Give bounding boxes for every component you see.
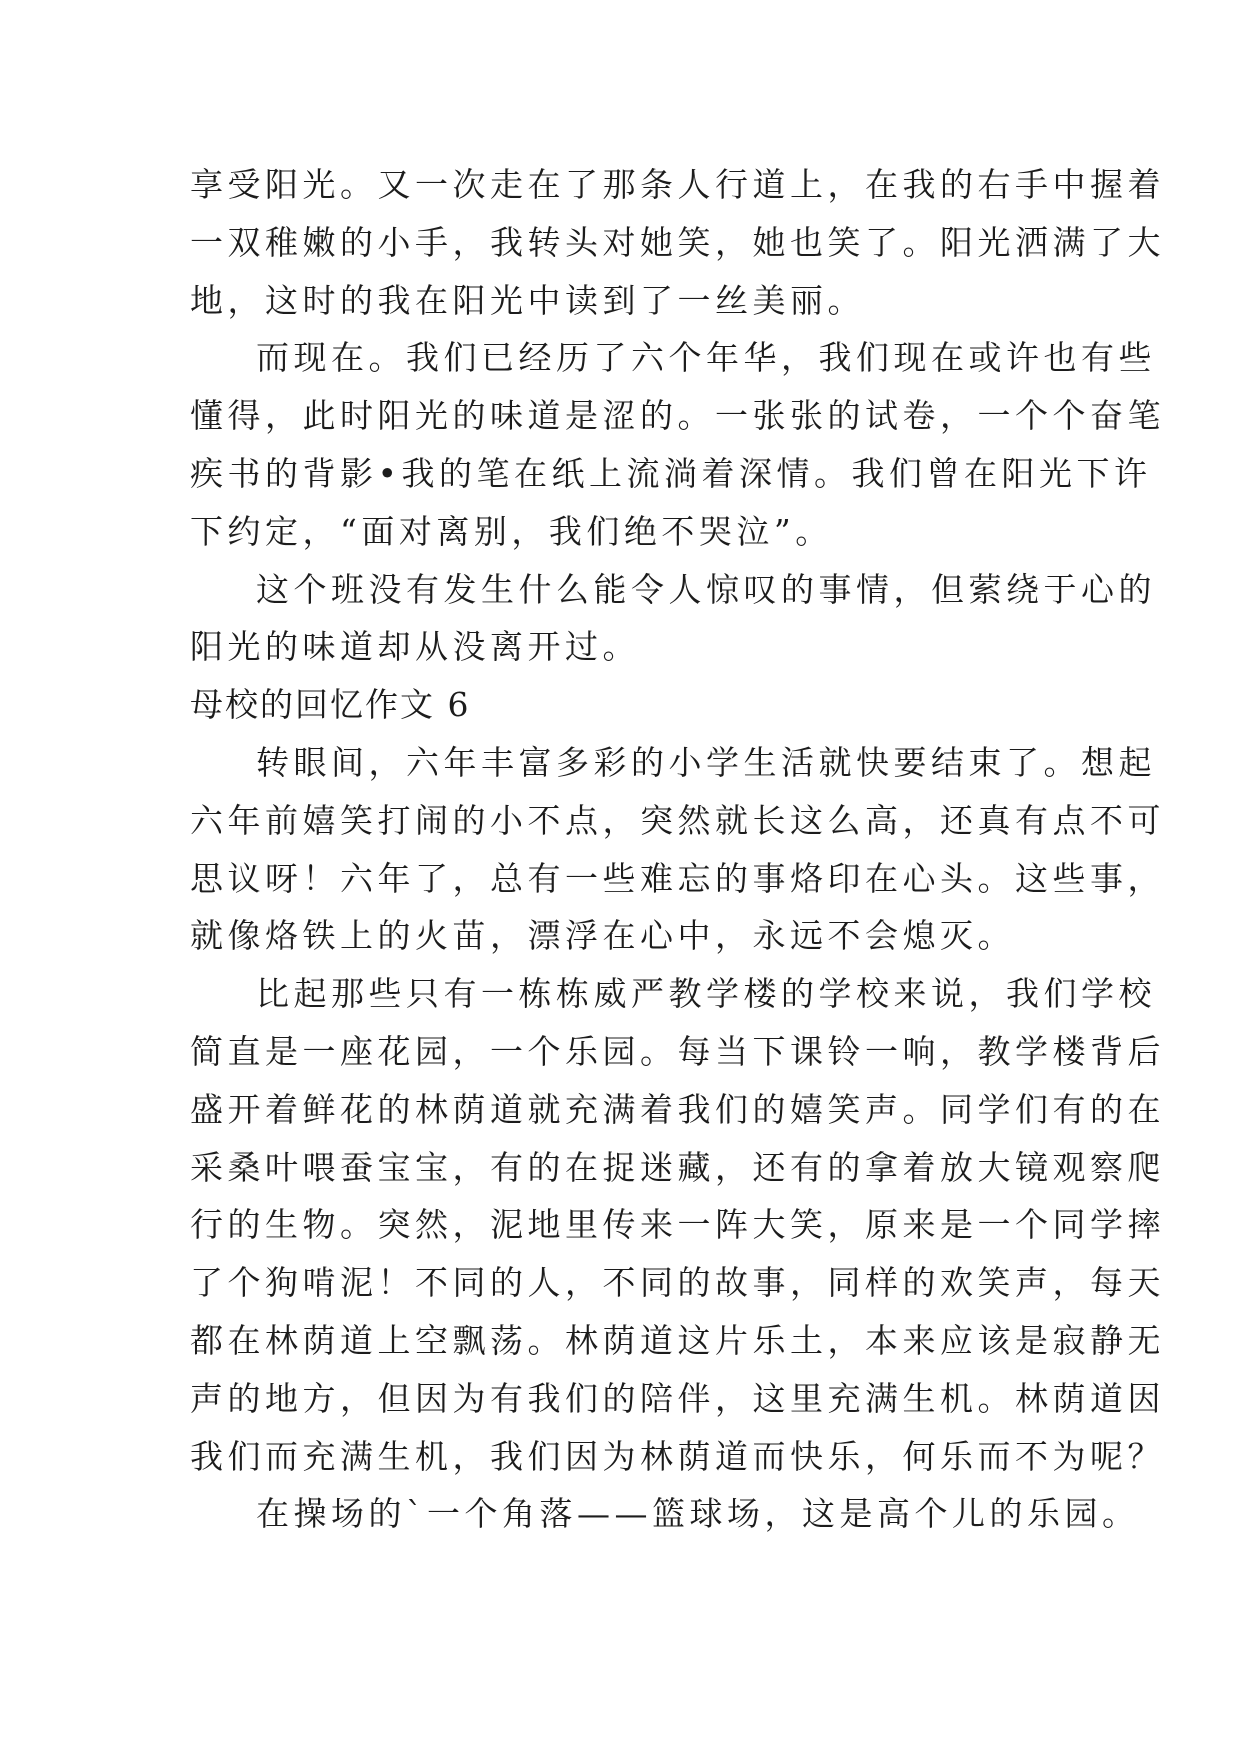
text-line: 一双稚嫩的小手，我转头对她笑，她也笑了。阳光洒满了大 <box>190 222 1165 262</box>
text-line: 采桑叶喂蚕宝宝，有的在捉迷藏，还有的拿着放大镜观察爬 <box>190 1147 1165 1187</box>
text-line: 懂得，此时阳光的味道是涩的。一张张的试卷，一个个奋笔 <box>190 396 1165 436</box>
text-line: 阳光的味道却从没离开过。 <box>190 627 640 667</box>
text-line: 行的生物。突然，泥地里传来一阵大笑，原来是一个同学摔 <box>190 1205 1165 1245</box>
text-line: 享受阳光。又一次走在了那条人行道上，在我的右手中握着 <box>190 165 1165 204</box>
paragraph-first-line: 这个班没有发生什么能令人惊叹的事情，但萦绕于心的 <box>256 569 1156 609</box>
paragraph-first-line: 比起那些只有一栋栋威严教学楼的学校来说，我们学校 <box>256 974 1156 1014</box>
text-line: 都在林荫道上空飘荡。林荫道这片乐土，本来应该是寂静无 <box>190 1320 1165 1360</box>
paragraph-first-line: 而现在。我们已经历了六个年华，我们现在或许也有些 <box>256 338 1156 378</box>
text-line: 下约定，“面对离别，我们绝不哭泣”。 <box>190 511 833 551</box>
paragraph-first-line: 在操场的`一个角落——篮球场，这是高个儿的乐园。 <box>256 1494 1140 1534</box>
section-heading: 母校的回忆作文 6 <box>190 685 471 725</box>
text-line: 简直是一座花园，一个乐园。每当下课铃一响，教学楼背后 <box>190 1031 1165 1071</box>
text-line: 了个狗啃泥！不同的人，不同的故事，同样的欢笑声，每天 <box>190 1263 1165 1303</box>
text-line: 声的地方，但因为有我们的陪伴，这里充满生机。林荫道因 <box>190 1378 1165 1418</box>
text-line: 我们而充满生机，我们因为林荫道而快乐，何乐而不为呢？ <box>190 1436 1165 1476</box>
essay-body <box>190 156 1165 1543</box>
text-line: 地，这时的我在阳光中读到了一丝美丽。 <box>190 280 865 320</box>
text-line: 盛开着鲜花的林荫道就充满着我们的嬉笑声。同学们有的在 <box>190 1089 1165 1129</box>
text-line: 六年前嬉笑打闹的小不点，突然就长这么高，还真有点不可 <box>190 800 1165 840</box>
text-line: 就像烙铁上的火苗，漂浮在心中，永远不会熄灭。 <box>190 916 1015 956</box>
text-line: 疾书的背影•我的笔在纸上流淌着深情。我们曾在阳光下许 <box>190 453 1152 493</box>
text-line: 思议呀！六年了，总有一些难忘的事烙印在心头。这些事， <box>190 858 1165 898</box>
paragraph-first-line: 转眼间，六年丰富多彩的小学生活就快要结束了。想起 <box>256 742 1156 782</box>
